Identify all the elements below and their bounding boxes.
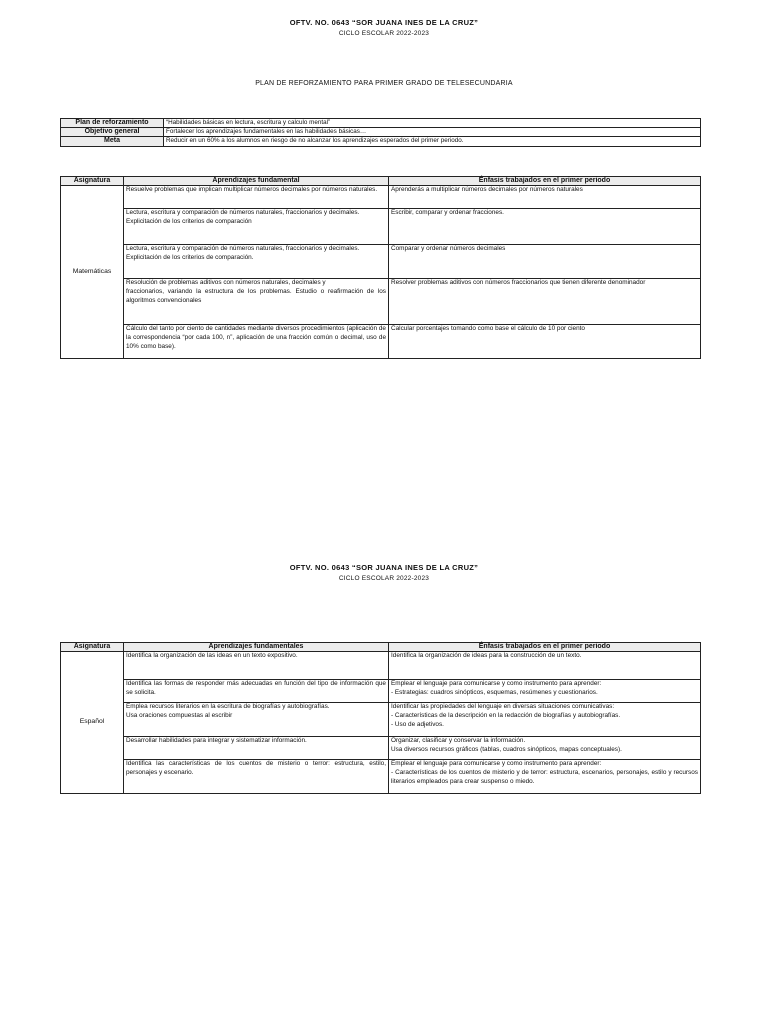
learning-cell: [124, 186, 389, 209]
learning-cell: [124, 760, 389, 794]
plan-table: [60, 118, 701, 147]
header-learning: Aprendizajes fundamentales: [124, 643, 389, 652]
header-subject: Asignatura: [61, 177, 124, 186]
learning-text: Resuelve problemas que implican multiplicar números decimales por números naturales.: [126, 186, 378, 193]
emphasis-text: Comparar y ordenar números decimales: [391, 245, 506, 252]
spanish-table: [60, 642, 701, 794]
learning-text: Identifica la organización de las ideas en un texto expositivo.: [126, 652, 298, 659]
table-row: [61, 680, 701, 703]
emphasis-cell: [389, 737, 701, 760]
learning-cell: [124, 652, 389, 680]
school-title-2: OFTV. NO. 0643 “SOR JUANA INES DE LA CRUZ”: [289, 563, 479, 572]
emphasis-text: Escribir, comparar y ordenar fracciones.: [391, 209, 504, 216]
learning-text: Resolución de problemas aditivos con números naturales, decimales y: [126, 279, 326, 286]
learning-text: Explicitación de los criterios de comparación.: [126, 253, 254, 261]
learning-text: Lectura, escritura y comparación de números naturales, fraccionarios y decimales.: [126, 245, 360, 252]
emphasis-text: Aprenderás a multiplicar números decimales por números naturales: [391, 186, 583, 193]
table-row: [61, 186, 701, 209]
emphasis-cell: [389, 245, 701, 279]
table-row: [61, 325, 701, 359]
emphasis-text: Emplear el lenguaje para comunicarse y como instrumento para aprender:: [391, 760, 602, 767]
learning-cell: [124, 325, 389, 359]
table-row: [61, 652, 701, 680]
header-emphasis: Énfasis trabajados en el primer periodo: [389, 177, 701, 186]
emphasis-cell: [389, 703, 701, 737]
emphasis-text: - Características de los cuentos de misterio y de terror: estructura, escenarios, personajes, estilo y recursos literarios empleados para crear suspenso o miedo.: [391, 768, 698, 785]
emphasis-cell: [389, 209, 701, 245]
school-cycle-2: CICLO ESCOLAR 2022-2023: [338, 575, 430, 582]
table-row: [61, 209, 701, 245]
school-cycle: CICLO ESCOLAR 2022-2023: [338, 30, 430, 37]
plan-row: [61, 137, 701, 146]
learning-text: Identifica las formas de responder más adecuadas en función del tipo de información que se solicita.: [126, 680, 386, 696]
header-emphasis: Énfasis trabajados en el primer periodo: [389, 643, 701, 652]
learning-cell: [124, 209, 389, 245]
header-learning: Aprendizajes fundamental: [124, 177, 389, 186]
emphasis-cell: [389, 325, 701, 359]
subject-cell: Matemáticas: [61, 186, 124, 359]
learning-text: Usa oraciones compuestas al escribir: [126, 711, 233, 719]
emphasis-text: Calcular porcentajes tomando como base el cálculo de 10 por ciento: [391, 325, 585, 332]
emphasis-cell: [389, 760, 701, 794]
learning-text: Desarrollar habilidades para integrar y sistematizar información.: [126, 737, 307, 744]
learning-cell: [124, 737, 389, 760]
emphasis-cell: [389, 680, 701, 703]
emphasis-cell: [389, 652, 701, 680]
emphasis-text: - Características de la descripción en la redacción de biografías y autobiografías.: [391, 711, 621, 719]
emphasis-text: Organizar, clasificar y conservar la información.: [391, 737, 526, 744]
table-header-row: [61, 643, 701, 652]
learning-cell: [124, 245, 389, 279]
emphasis-text: Identifica la organización de ideas para la construcción de un texto.: [391, 652, 582, 659]
emphasis-text: - Estrategias: cuadros sinópticos, esquemas, resúmenes y cuestionarios.: [391, 688, 598, 696]
table-row: [61, 737, 701, 760]
table-row: [61, 279, 701, 325]
learning-cell: [124, 680, 389, 703]
plan-title: PLAN DE REFORZAMIENTO PARA PRIMER GRADO DE TELESECUNDARIA: [255, 80, 513, 87]
plan-row: [61, 119, 701, 128]
emphasis-cell: [389, 186, 701, 209]
plan-label: Objetivo general: [61, 128, 164, 137]
table-header-row: [61, 177, 701, 186]
learning-text: Emplea recursos literarios en la escritura de biografías y autobiografías.: [126, 703, 330, 710]
emphasis-text: Resolver problemas aditivos con números fraccionarios que tienen diferente denominador: [391, 279, 646, 286]
plan-value: Reducir en un 60% a los alumnos en riesgo de no alcanzar los aprendizajes esperados del primer periodo.: [164, 137, 701, 146]
header-subject: Asignatura: [61, 643, 124, 652]
plan-label: Plan de reforzamiento: [61, 119, 164, 128]
subject-cell: Español: [61, 652, 124, 794]
learning-text: fraccionarios, variando la estructura de los problemas. Estudio o reafirmación de los algoritmos convencionales: [126, 287, 386, 304]
emphasis-text: Usa diversos recursos gráficos (tablas, cuadros sinópticos, mapas conceptuales).: [391, 745, 622, 753]
table-row: [61, 245, 701, 279]
table-row: [61, 760, 701, 794]
emphasis-text: - Uso de adjetivos.: [391, 720, 444, 728]
math-table: [60, 176, 701, 359]
plan-value: Fortalecer los aprendizajes fundamentales en las habilidades básicas…: [164, 128, 701, 137]
plan-label: Meta: [61, 137, 164, 146]
learning-text: Explicitación de los criterios de comparación: [126, 217, 252, 225]
table-row: [61, 703, 701, 737]
learning-cell: [124, 279, 389, 325]
plan-row: [61, 128, 701, 137]
learning-text: Lectura, escritura y comparación de números naturales, fraccionarios y decimales.: [126, 209, 360, 216]
learning-text: Identifica las características de los cuentos de misterio o terror: estructura, estilo, personajes y escenario.: [126, 760, 386, 776]
school-title: OFTV. NO. 0643 “SOR JUANA INES DE LA CRUZ”: [289, 18, 479, 27]
emphasis-text: Emplear el lenguaje para comunicarse y como instrumento para aprender:: [391, 680, 602, 687]
emphasis-cell: [389, 279, 701, 325]
emphasis-text: Identificar las propiedades del lenguaje en diversas situaciones comunicativas:: [391, 703, 615, 710]
plan-value: “Habilidades básicas en lectura, escritura y calculo mental”: [164, 119, 701, 128]
learning-cell: [124, 703, 389, 737]
learning-text: Cálculo del tanto por ciento de cantidades mediante diversos procedimientos (aplicación de la correspondencia “por cada 100, n”, aplicación de una fracción común o decimal, uso de 10% como base).: [126, 325, 386, 350]
